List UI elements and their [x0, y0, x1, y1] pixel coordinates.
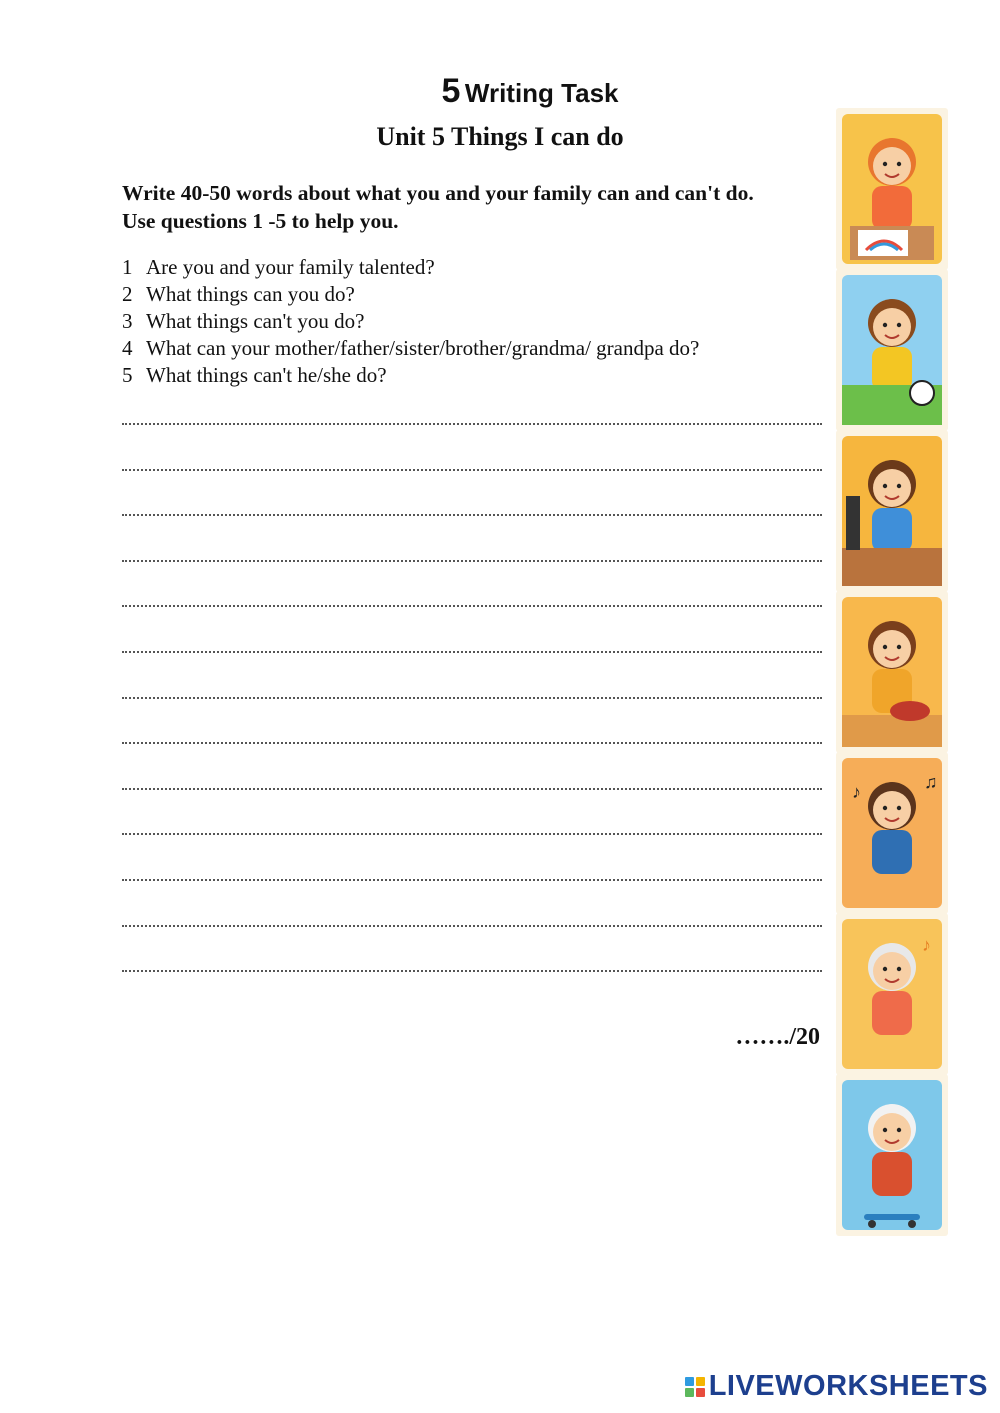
writing-line[interactable] — [122, 742, 822, 744]
question-text: What things can't you do? — [146, 309, 365, 333]
writing-line[interactable] — [122, 514, 822, 516]
logo-text: LIVEWORKSHEETS — [708, 1370, 988, 1402]
score-field: ……./20 — [735, 1024, 820, 1050]
writing-line[interactable] — [122, 970, 822, 972]
grandpa-skateboarding-icon — [842, 1080, 942, 1230]
question-list — [122, 254, 832, 389]
writing-line[interactable] — [122, 879, 822, 881]
question-text: What things can you do? — [146, 282, 355, 306]
picture-card — [836, 269, 948, 431]
picture-card — [836, 108, 948, 270]
question-number: 4 — [122, 336, 133, 360]
writing-line[interactable] — [122, 833, 822, 835]
question-text: What can your mother/father/sister/brother/grandma/ grandpa do? — [146, 336, 700, 360]
picture-card — [836, 1074, 948, 1236]
instruction-line: Use questions 1 -5 to help you. — [122, 209, 399, 233]
father-singing-icon — [842, 758, 942, 908]
question-item — [122, 308, 832, 335]
writing-line[interactable] — [122, 651, 822, 653]
picture-card — [836, 913, 948, 1075]
svg-text:♫: ♫ — [924, 772, 938, 792]
title-text: Writing Task — [464, 78, 619, 108]
grandma-dancing-icon — [842, 919, 942, 1069]
picture-card — [836, 591, 948, 753]
page-title — [0, 72, 1000, 111]
question-item — [122, 281, 832, 308]
question-number: 3 — [122, 309, 133, 333]
liveworksheets-logo — [685, 1370, 988, 1403]
question-number: 2 — [122, 282, 133, 306]
mother-cooking-icon — [842, 597, 942, 747]
instructions — [122, 179, 832, 235]
writing-line[interactable] — [122, 469, 822, 471]
question-number: 5 — [122, 363, 133, 387]
picture-card — [836, 752, 948, 914]
writing-line[interactable] — [122, 605, 822, 607]
question-item — [122, 254, 832, 281]
question-item — [122, 362, 832, 389]
question-number: 1 — [122, 255, 133, 279]
svg-text:♪: ♪ — [852, 782, 861, 802]
instruction-line: Write 40-50 words about what you and your family can and can't do. — [122, 181, 754, 205]
boy-playing-football-icon — [842, 275, 942, 425]
logo-mark-icon — [685, 1377, 705, 1397]
title-number: 5 — [441, 72, 461, 110]
page-subtitle: Unit 5 Things I can do — [376, 122, 624, 151]
writing-line[interactable] — [122, 788, 822, 790]
question-text: Are you and your family talented? — [146, 255, 435, 279]
writing-line[interactable] — [122, 423, 822, 425]
picture-card — [836, 430, 948, 592]
girl-painting-icon — [842, 114, 942, 264]
boy-using-computer-icon — [842, 436, 942, 586]
question-text: What things can't he/she do? — [146, 363, 387, 387]
svg-text:♪: ♪ — [922, 935, 931, 955]
question-item — [122, 335, 832, 362]
writing-line[interactable] — [122, 697, 822, 699]
writing-line[interactable] — [122, 560, 822, 562]
writing-line[interactable] — [122, 925, 822, 927]
